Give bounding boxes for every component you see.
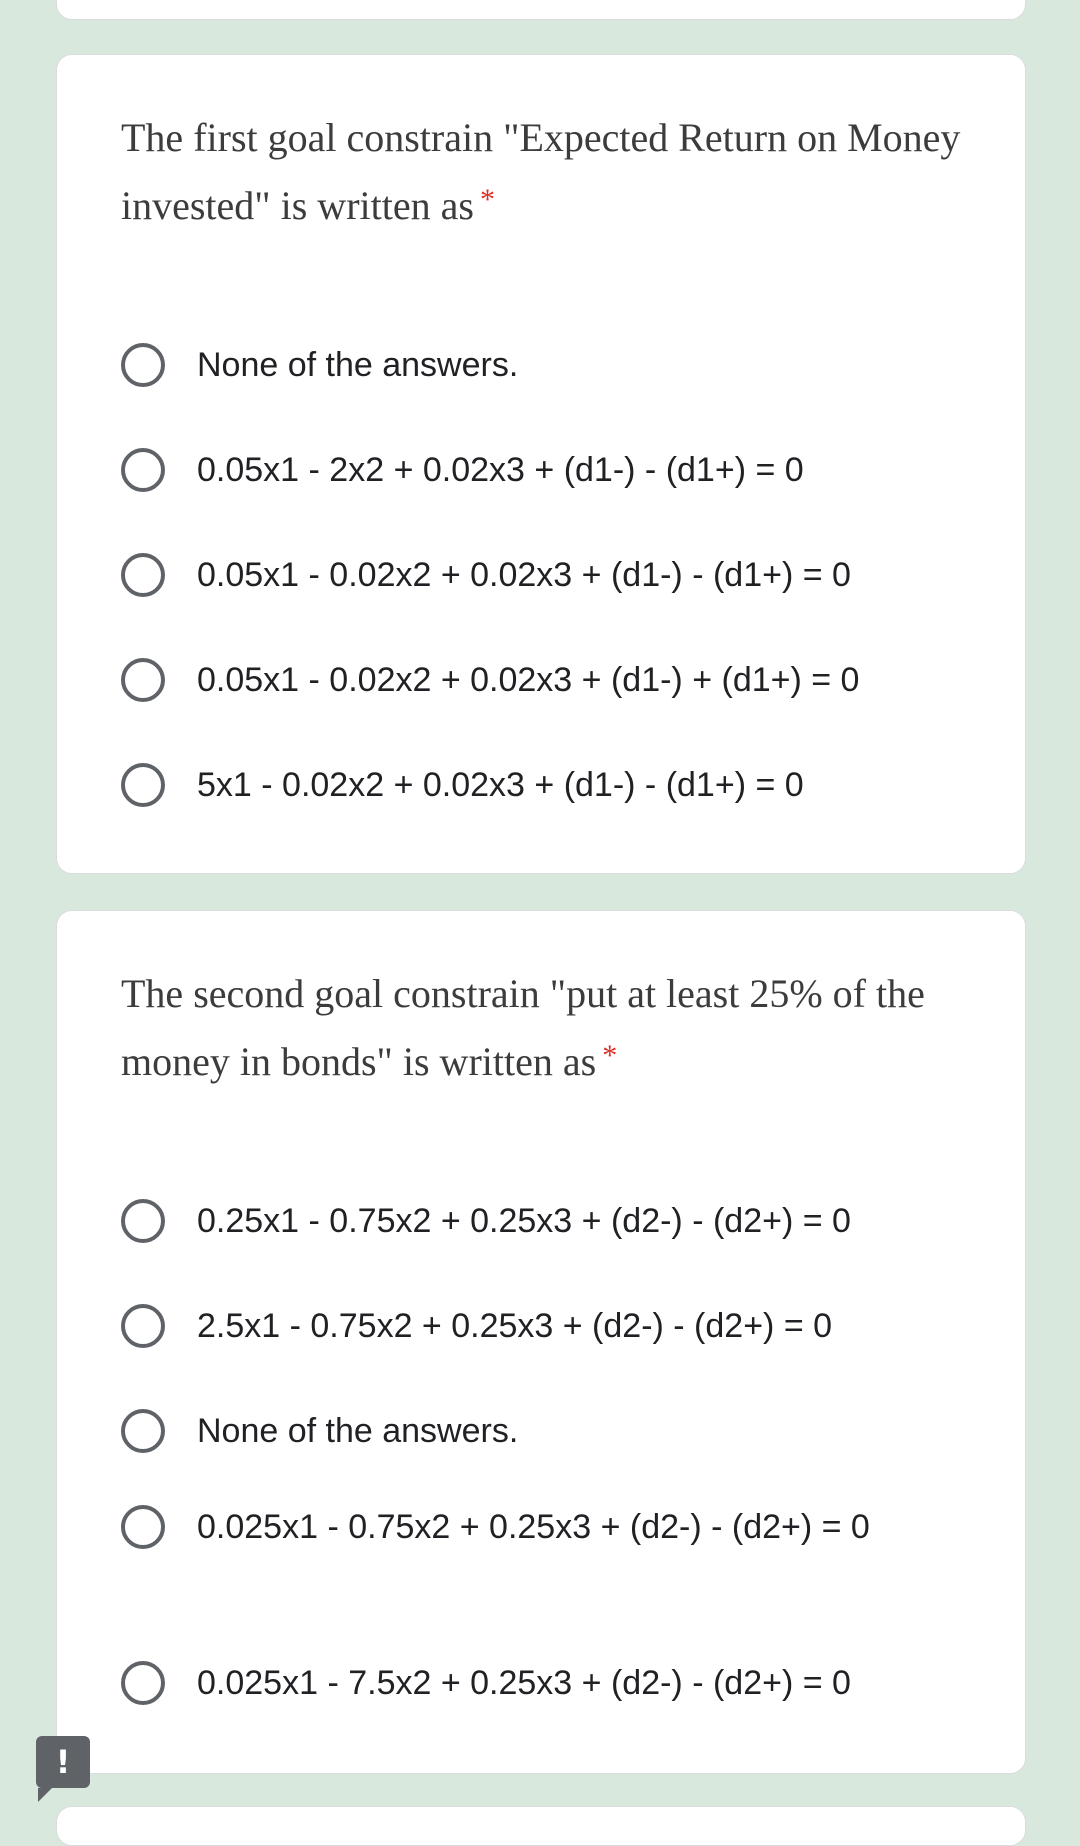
radio-option[interactable] <box>121 1195 981 1247</box>
required-asterisk: * <box>602 1039 618 1072</box>
radio-button[interactable] <box>121 448 165 492</box>
radio-option[interactable] <box>121 759 981 811</box>
radio-option[interactable] <box>121 444 981 496</box>
radio-button[interactable] <box>121 1409 165 1453</box>
option-label: 0.025x1 - 7.5x2 + 0.25x3 + (d2-) - (d2+) = 0 <box>197 1664 851 1702</box>
radio-option[interactable] <box>121 1657 981 1709</box>
radio-option[interactable] <box>121 549 981 601</box>
radio-option[interactable] <box>121 339 981 391</box>
option-label: 2.5x1 - 0.75x2 + 0.25x3 + (d2-) - (d2+) = 0 <box>197 1307 833 1345</box>
radio-button[interactable] <box>121 1661 165 1705</box>
radio-button[interactable] <box>121 343 165 387</box>
next-question-card <box>56 1806 1026 1846</box>
radio-button[interactable] <box>121 1304 165 1348</box>
option-label: None of the answers. <box>197 346 519 384</box>
radio-button[interactable] <box>121 658 165 702</box>
radio-button[interactable] <box>121 1199 165 1243</box>
radio-option[interactable] <box>121 1405 981 1457</box>
option-label: 0.05x1 - 2x2 + 0.02x3 + (d1-) - (d1+) = 0 <box>197 451 804 489</box>
option-label: 0.05x1 - 0.02x2 + 0.02x3 + (d1-) + (d1+) = 0 <box>197 661 860 699</box>
question-text: The second goal constrain "put at least 25% of the money in bonds" is written as <box>121 971 925 1084</box>
radio-option[interactable] <box>121 1300 981 1352</box>
radio-button[interactable] <box>121 763 165 807</box>
required-asterisk: * <box>479 183 495 216</box>
question-title <box>121 963 961 1093</box>
feedback-button[interactable] <box>36 1736 90 1788</box>
question-title <box>121 107 961 237</box>
option-label: None of the answers. <box>197 1412 519 1450</box>
option-label: 0.025x1 - 0.75x2 + 0.25x3 + (d2-) - (d2+) = 0 <box>197 1508 870 1546</box>
option-label: 0.05x1 - 0.02x2 + 0.02x3 + (d1-) - (d1+) = 0 <box>197 556 851 594</box>
question-text: The first goal constrain "Expected Return on Money invested" is written as <box>121 115 961 228</box>
question-card-2 <box>56 910 1026 1774</box>
radio-button[interactable] <box>121 553 165 597</box>
radio-option[interactable] <box>121 654 981 706</box>
radio-button[interactable] <box>121 1505 165 1549</box>
radio-option[interactable] <box>121 1501 981 1553</box>
option-label: 5x1 - 0.02x2 + 0.02x3 + (d1-) - (d1+) = 0 <box>197 766 804 804</box>
option-label: 0.25x1 - 0.75x2 + 0.25x3 + (d2-) - (d2+) = 0 <box>197 1202 851 1240</box>
question-card-1 <box>56 54 1026 874</box>
exclamation-icon: ! <box>55 1743 71 1781</box>
previous-question-card <box>56 0 1026 20</box>
